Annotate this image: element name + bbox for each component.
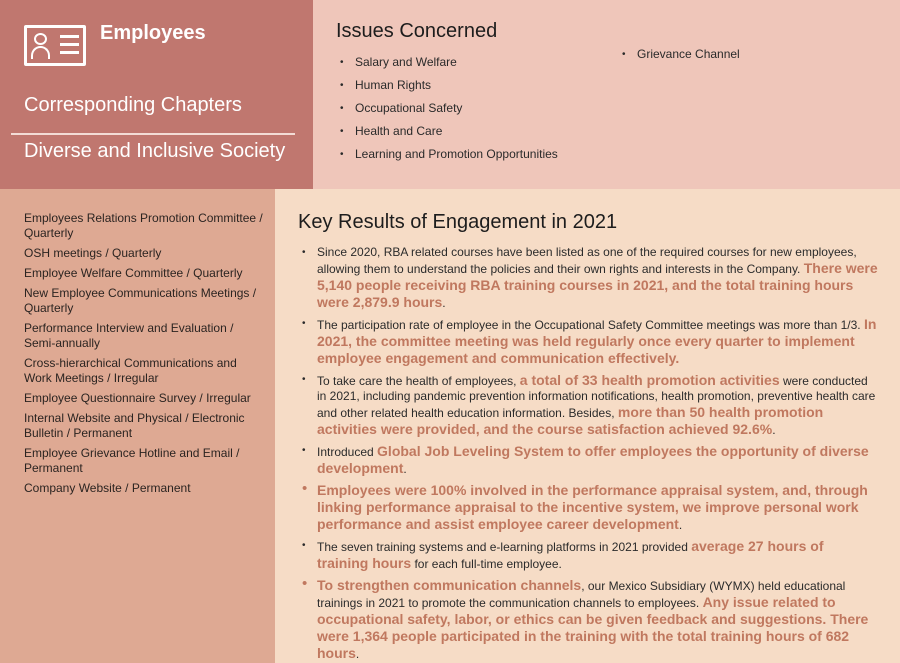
result-text: Since 2020, RBA related courses have been listed as one of the required courses for new employees, allowing them to understand the policies and their own rights and interests in the Company. <box>317 245 857 276</box>
result-item <box>300 577 878 662</box>
result-text: The seven training systems and e-learning platforms in 2021 provided <box>317 540 692 554</box>
channel-item: Employees Relations Promotion Committee / Quarterly <box>24 211 263 240</box>
channel-item: Cross-hierarchical Communications and Work Meetings / Irregular <box>24 356 237 385</box>
result-text: . <box>403 462 407 476</box>
issue-item: • Occupational Safety <box>338 101 558 124</box>
channel-item: Employee Grievance Hotline and Email / Permanent <box>24 446 240 475</box>
issues-list-col2 <box>620 47 740 62</box>
result-item <box>300 245 878 311</box>
result-text: Introduced <box>317 445 378 459</box>
result-text: , our Mexico Subsidiary (WYMX) held educational trainings in 2021 to promote the communication channels to employees. <box>317 579 846 610</box>
channel-item: Employee Welfare Committee / Quarterly <box>24 266 243 280</box>
channel-item: New Employee Communications Meetings / Quarterly <box>24 286 257 315</box>
highlight-text: To strengthen communication channels <box>317 577 582 593</box>
channel-item: Company Website / Permanent <box>24 481 191 495</box>
highlight-text: average 27 hours of training hours <box>317 538 824 571</box>
issue-item: • Grievance Channel <box>620 47 740 62</box>
issue-item: • Human Rights <box>338 78 558 101</box>
issue-item: • Health and Care <box>338 124 558 147</box>
result-item <box>300 482 878 533</box>
channel-item: OSH meetings / Quarterly <box>24 246 162 260</box>
results-list <box>300 245 878 663</box>
result-text: The participation rate of employee in the Occupational Safety Committee meetings was more than 1/3. <box>317 318 864 332</box>
channels-sidebar <box>0 189 275 663</box>
channel-item: Internal Website and Physical / Electronic Bulletin / Permanent <box>24 411 245 440</box>
channels-list <box>24 211 264 501</box>
issue-item: • Learning and Promotion Opportunities <box>338 147 558 170</box>
issues-title: Issues Concerned <box>336 20 498 42</box>
id-card-icon <box>24 25 86 66</box>
result-text: for each full-time employee. <box>411 557 562 571</box>
result-item <box>300 538 878 572</box>
highlight-text: In 2021, the committee meeting was held regularly once every quarter to implement employee engagement and communication effectively. <box>317 316 877 366</box>
highlight-text: Any issue related to occupational safety, labor, or ethics can be given feedback and suggestions. There were 1,364 people participated in the training with the total training hours of 682 hours <box>317 594 869 661</box>
result-text: To take care the health of employees, <box>317 374 520 388</box>
issue-item: • Salary and Welfare <box>338 55 558 78</box>
result-text: . <box>442 296 446 310</box>
channel-item: Performance Interview and Evaluation / Semi-annually <box>24 321 234 350</box>
result-text: . <box>678 518 683 532</box>
results-title: Key Results of Engagement in 2021 <box>298 211 618 233</box>
result-item <box>300 372 878 438</box>
divider <box>11 133 295 135</box>
page-title: Employees <box>100 22 206 44</box>
chapter-name: Diverse and Inclusive Society <box>24 140 286 162</box>
result-text: . <box>772 423 776 437</box>
highlight-text: more than 50 health promotion activities were provided, and the course satisfaction achieved 92.6% <box>317 404 824 437</box>
highlight-text: a total of 33 health promotion activities <box>519 372 780 388</box>
issues-panel <box>313 0 900 189</box>
results-panel <box>275 189 900 663</box>
highlight-text: There were 5,140 people receiving RBA training courses in 2021, and the total training hours were 2,879.9 hours <box>317 260 878 310</box>
result-text: were conducted in 2021, including pandemic prevention information notifications, health promotion, preventive health care and other related health education information. Besides, <box>317 374 876 420</box>
channel-item: Employee Questionnaire Survey / Irregular <box>24 391 251 405</box>
result-item <box>300 316 878 367</box>
header-left-panel <box>0 0 313 189</box>
highlight-text: Global Job Leveling System to offer employees the opportunity of diverse development <box>317 443 869 476</box>
result-item <box>300 443 878 477</box>
chapters-label: Corresponding Chapters <box>24 94 242 116</box>
result-text: . <box>355 647 360 661</box>
highlight-text: Employees were 100% involved in the performance appraisal system, and, through linking performance appraisal to the incentive system, we improve personal work performance and assist employee career development <box>317 482 868 532</box>
issues-list <box>338 55 558 170</box>
